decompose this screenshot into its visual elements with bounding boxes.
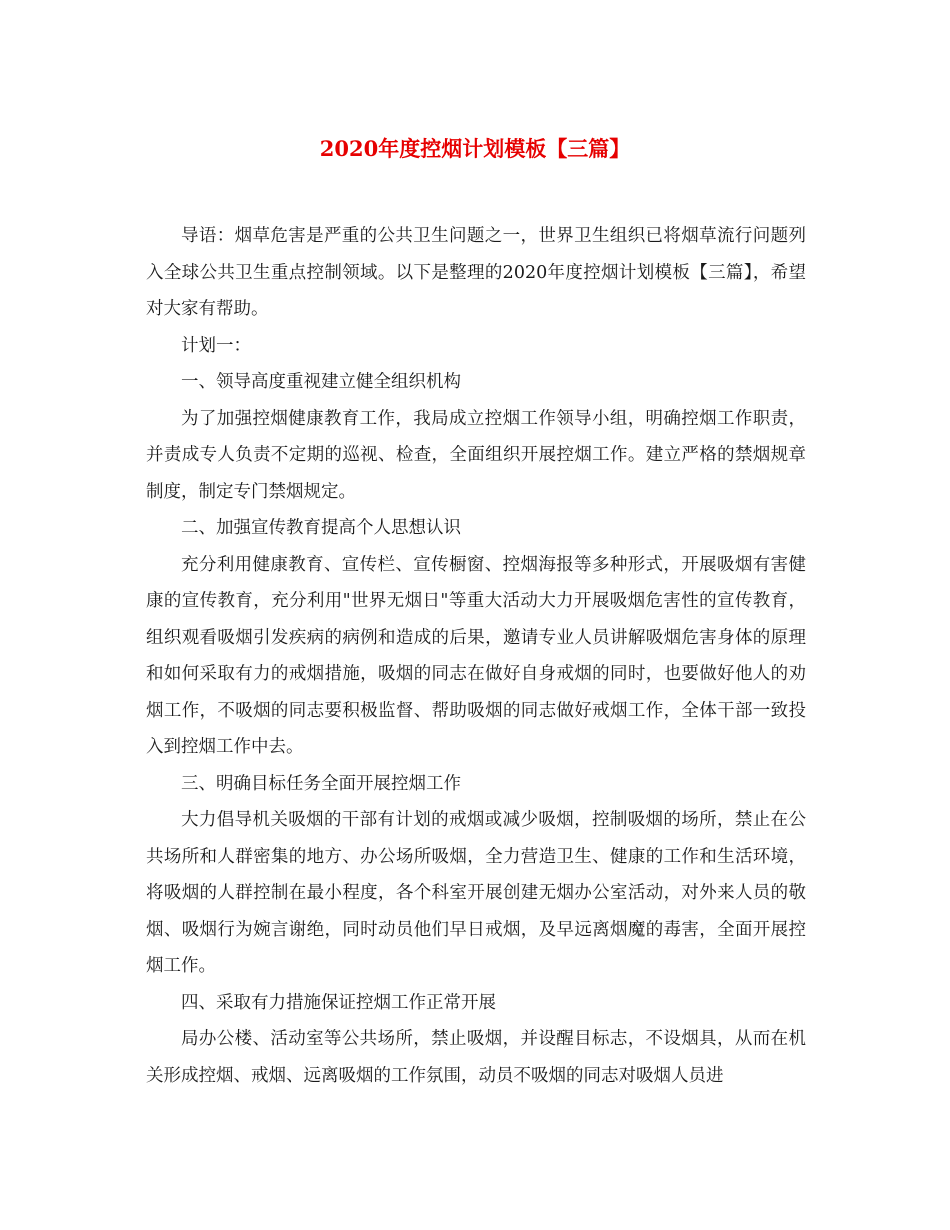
document-body [146,218,806,1094]
paragraph-intro: 导语：烟草危害是严重的公共卫生问题之一，世界卫生组织已将烟草流行问题列入全球公共卫生重点控制领域。以下是整理的2020年度控烟计划模板【三篇】，希望对大家有帮助。 [146,226,806,319]
document-title: 2020年度控烟计划模板【三篇】 [319,136,631,161]
section-heading-3: 三、明确目标任务全面开展控烟工作 [181,773,461,794]
paragraph-section-2: 充分利用健康教育、宣传栏、宣传橱窗、控烟海报等多种形式，开展吸烟有害健康的宣传教育，充分利用"世界无烟日"等重大活动大力开展吸烟危害性的宣传教育，组织观看吸烟引发疾病的病例和造成的后果，邀请专业人员讲解吸烟危害身体的原理和如何采取有力的戒烟措施，吸烟的同志在做好自身戒烟的同时，也要做好他人的劝烟工作，不吸烟的同志要积极监督、帮助吸烟的同志做好戒烟工作，全体干部一致投入到控烟工作中去。 [146,554,806,757]
paragraph-section-1: 为了加强控烟健康教育工作，我局成立控烟工作领导小组，明确控烟工作职责，并责成专人负责不定期的巡视、检查，全面组织开展控烟工作。建立严格的禁烟规章制度，制定专门禁烟规定。 [146,408,806,502]
paragraph-plan-heading: 计划一： [181,335,251,356]
paragraph-section-3: 大力倡导机关吸烟的干部有计划的戒烟或减少吸烟，控制吸烟的场所，禁止在公共场所和人群密集的地方、办公场所吸烟，全力营造卫生、健康的工作和生活环境，将吸烟的人群控制在最小程度，各个科室开展创建无烟办公室活动，对外来人员的敬烟、吸烟行为婉言谢绝，同时动员他们早日戒烟，及早远离烟魔的毒害，全面开展控烟工作。 [146,810,806,976]
section-heading-1: 一、领导高度重视建立健全组织机构 [181,372,461,392]
section-heading-4: 四、采取有力措施保证控烟工作正常开展 [181,992,496,1013]
paragraph-section-4: 局办公楼、活动室等公共场所，禁止吸烟，并设醒目标志，不设烟具，从而在机关形成控烟、戒烟、远离吸烟的工作氛围，动员不吸烟的同志对吸烟人员进 [146,1029,806,1086]
section-heading-2: 二、加强宣传教育提高个人思想认识 [181,518,461,538]
